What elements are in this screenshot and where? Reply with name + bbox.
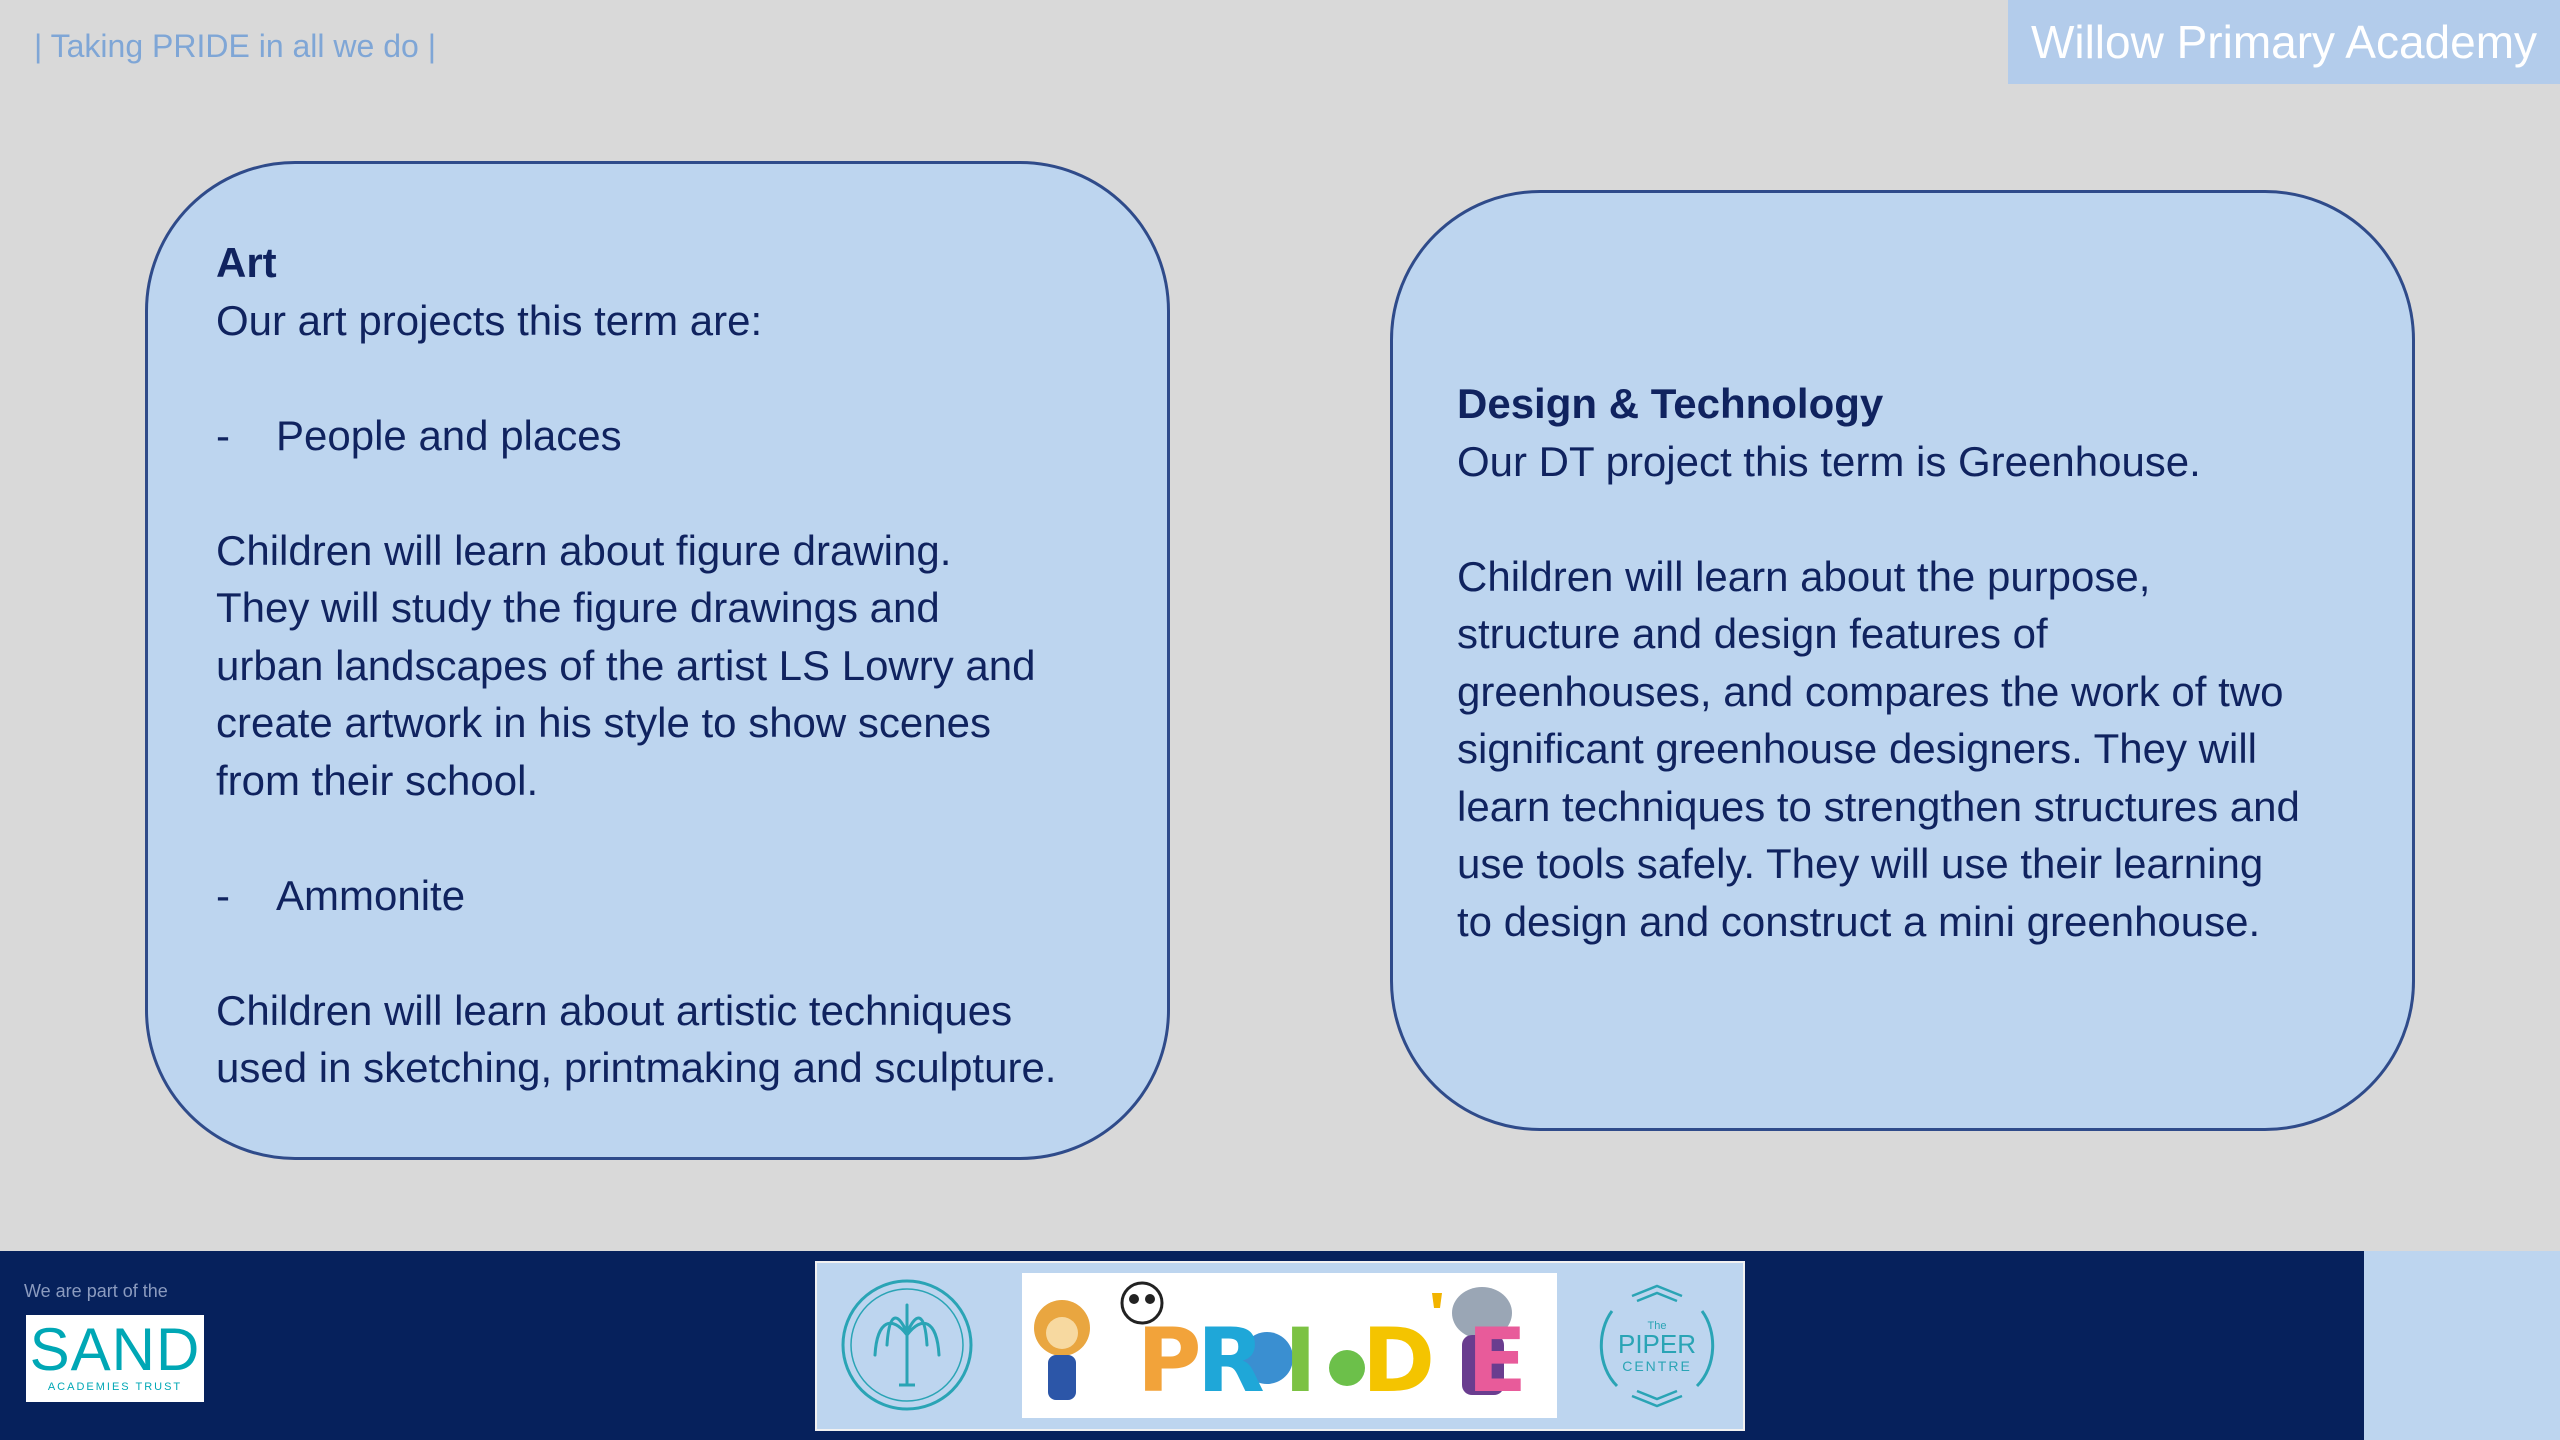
logo-strip [815,1261,1745,1431]
art-card [145,161,1170,1160]
art-desc-line: used in sketching, printmaking and sculpture. [216,1044,1057,1091]
dt-desc-line: learn techniques to strengthen structures and [1457,782,2300,830]
sand-academies-logo [26,1315,204,1402]
piper-centre-logo [1582,1271,1732,1421]
art-desc-line: They will study the figure drawings and [216,584,940,631]
art-project-label: Ammonite [276,871,466,919]
footer-corner-box [2364,1251,2560,1440]
dt-desc-line: structure and design features of [1457,610,2048,657]
art-desc-line: create artwork in his style to show scenes [216,699,991,746]
dt-desc-line: to design and construct a mini greenhouse. [1457,897,2261,945]
art-project-label: People and places [276,411,622,459]
dt-desc-line: greenhouses, and compares the work of two [1457,667,2284,715]
pride-letter: D [1362,1309,1436,1412]
bullet-dash: - [216,871,230,919]
art-project-item [216,407,1167,465]
sand-logo-subtitle: ACADEMIES TRUST [47,1381,183,1393]
art-intro: Our art projects this term are: [216,296,763,344]
tagline: | Taking PRIDE in all we do | [34,28,436,64]
dt-desc-line: significant greenhouse designers. They will [1457,725,2258,772]
pride-letter: P [1137,1309,1202,1412]
piper-line-2: PIPER [1617,1329,1697,1359]
sand-caption: We are part of the [24,1281,168,1301]
willow-tree-icon [837,1275,977,1415]
pride-letter: R [1197,1309,1265,1412]
art-desc-line: from their school. [216,756,539,804]
art-desc-line: urban landscapes of the artist LS Lowry and [216,641,1036,689]
pride-banner [1022,1273,1557,1418]
school-name-banner: Willow Primary Academy [2008,0,2560,84]
dt-title: Design & Technology [1457,380,1884,427]
art-project-item [216,867,1167,925]
art-desc-line: Children will learn about figure drawing. [216,526,952,574]
piper-line-3: CENTRE [1622,1358,1692,1374]
art-project-list [216,867,1167,925]
footer-bar [0,1251,2560,1440]
dt-card [1390,190,2415,1131]
piper-line-1: The [1647,1320,1667,1332]
pride-letter: I [1284,1309,1317,1412]
bullet-dash: - [216,411,230,459]
dt-desc-line: Children will learn about the purpose, [1457,552,2151,600]
dt-desc-line: use tools safely. They will use their learning [1457,840,2264,887]
dt-intro: Our DT project this term is Greenhouse. [1457,437,2201,485]
art-project-list [216,407,1167,465]
sand-logo-word: SAND [29,1316,201,1383]
art-desc-line: Children will learn about artistic techniques [216,986,1013,1034]
pride-letter: E [1467,1309,1528,1412]
art-title: Art [216,239,277,286]
